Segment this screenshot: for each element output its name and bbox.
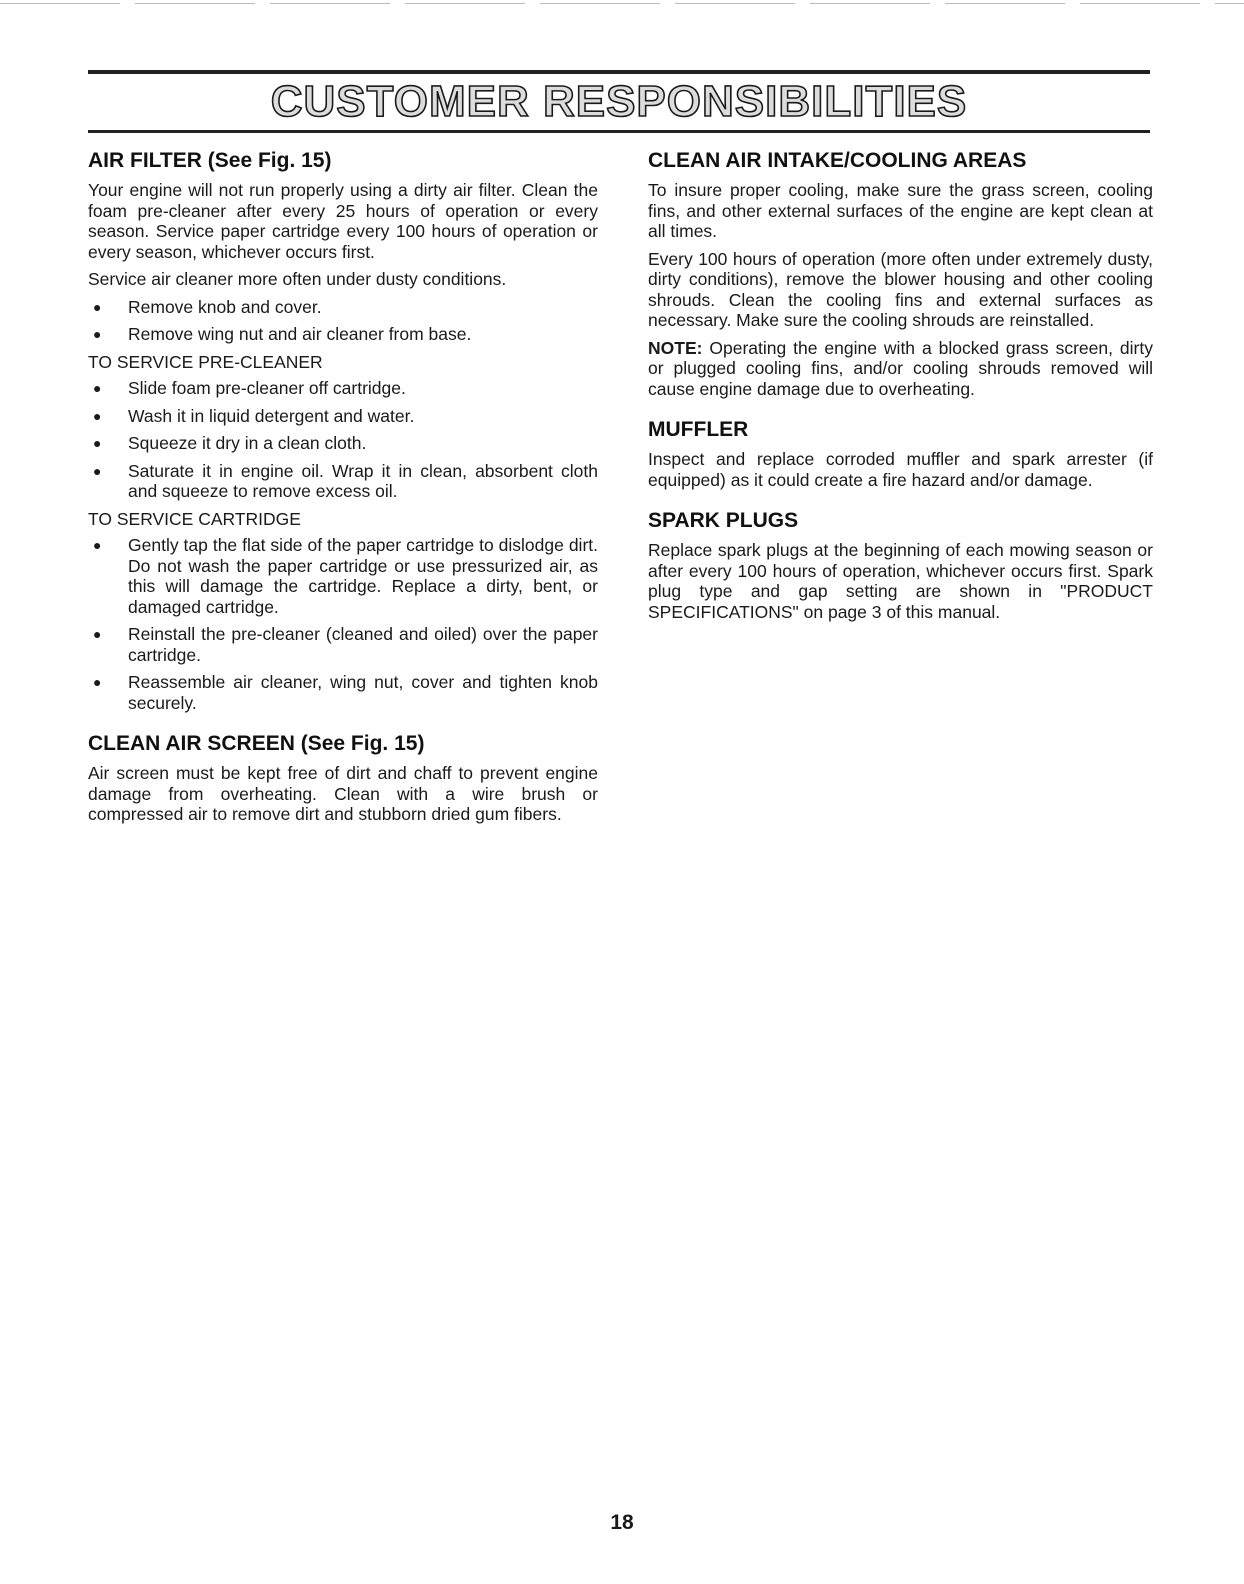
list-item: ● Remove knob and cover.	[93, 296, 322, 317]
title-rule-bottom	[88, 130, 1150, 133]
pre-cleaner-subheading: TO SERVICE PRE-CLEANER	[88, 351, 323, 372]
page-number: 18	[610, 1511, 634, 1534]
list-item: ● Gently tap the flat side of the paper cartridge to dislodge dirt. Do not wash the paper cartridge or use pressurized air, as this will damage the cartridge. Replace a dirty, bent, or damaged cartridge.	[93, 535, 598, 617]
air-filter-section	[88, 148, 598, 713]
air-filter-dusty-note: Service air cleaner more often under dusty conditions.	[88, 269, 507, 289]
page-title: CUSTOMER RESPONSIBILITIES	[270, 77, 968, 126]
muffler-heading: MUFFLER	[648, 418, 749, 441]
muffler-text: Inspect and replace corroded muffler and spark arrester (if equipped) as it could create a fire hazard and/or damage.	[648, 449, 1153, 490]
list-item: ● Wash it in liquid detergent and water.	[93, 405, 415, 426]
intake-cooling-heading: CLEAN AIR INTAKE/COOLING AREAS	[648, 149, 1027, 172]
spark-plugs-heading: SPARK PLUGS	[648, 509, 799, 532]
air-filter-heading: AIR FILTER (See Fig. 15)	[88, 149, 332, 172]
list-item: ● Saturate it in engine oil. Wrap it in clean, absorbent cloth and squeeze to remove excess oil.	[93, 460, 598, 501]
right-column	[648, 148, 1153, 640]
note-text: Operating the engine with a blocked grass screen, dirty or plugged cooling fins, and/or cooling shrouds removed will cause engine damage due to overheating.	[648, 337, 1153, 399]
bullet-icon: ●	[93, 380, 102, 396]
bullet-icon: ●	[93, 407, 102, 424]
cartridge-subheading: TO SERVICE CARTRIDGE	[88, 508, 301, 529]
air-filter-intro: Your engine will not run properly using a dirty air filter. Clean the foam pre-cleaner after every 25 hours of operation or every season. Service paper cartridge every 100 hours of operation or every season, whichever occurs first.	[88, 180, 598, 262]
spark-plugs-section	[648, 508, 1153, 622]
list-item: ● Remove wing nut and air cleaner from base.	[93, 324, 472, 344]
list-item: ● Reassemble air cleaner, wing nut, cover and tighten knob securely.	[93, 672, 598, 713]
scan-edge-line	[0, 3, 1244, 4]
bullet-icon: ●	[93, 326, 102, 342]
intake-cooling-note	[648, 338, 1153, 400]
air-filter-steps	[88, 297, 598, 345]
intake-cooling-para1: To insure proper cooling, make sure the grass screen, cooling fins, and other external surfaces of the engine are kept clean at all times.	[648, 180, 1153, 241]
intake-cooling-section	[648, 148, 1153, 399]
title-rule-top	[88, 70, 1150, 74]
list-item: ● Reinstall the pre-cleaner (cleaned and oiled) over the paper cartridge.	[93, 624, 598, 665]
list-item: ● Squeeze it dry in a clean cloth.	[93, 433, 367, 453]
bullet-icon: ●	[93, 298, 102, 315]
list-item: ● Slide foam pre-cleaner off cartridge.	[93, 378, 406, 398]
spark-plugs-text: Replace spark plugs at the beginning of each mowing season or after every 100 hours of operation, whichever occurs first. Spark plug type and gap setting are shown in "PRODUCT SPECIFICATIONS" on page 3 of this manual.	[648, 540, 1153, 622]
muffler-section	[648, 417, 1153, 490]
clean-air-screen-text: Air screen must be kept free of dirt and chaff to prevent engine damage from overheating. Clean with a wire brush or compressed air to remove dirt and stubborn dried gum fibers.	[88, 763, 598, 824]
note-label: NOTE:	[648, 337, 703, 358]
bullet-icon: ●	[93, 674, 102, 690]
clean-air-screen-heading: CLEAN AIR SCREEN (See Fig. 15)	[88, 732, 425, 755]
clean-air-screen-section	[88, 731, 598, 825]
intake-cooling-para2: Every 100 hours of operation (more often under extremely dusty, dirty conditions), remove the blower housing and other cooling shrouds. Clean the cooling fins and external surfaces as necessary. Make sure the cooling shrouds are reinstalled.	[648, 248, 1153, 330]
left-column	[88, 148, 598, 843]
bullet-icon: ●	[93, 626, 102, 642]
bullet-icon: ●	[93, 537, 102, 553]
bullet-icon: ●	[93, 435, 102, 451]
cartridge-steps	[88, 535, 598, 713]
pre-cleaner-steps	[88, 378, 598, 502]
bullet-icon: ●	[93, 462, 102, 479]
